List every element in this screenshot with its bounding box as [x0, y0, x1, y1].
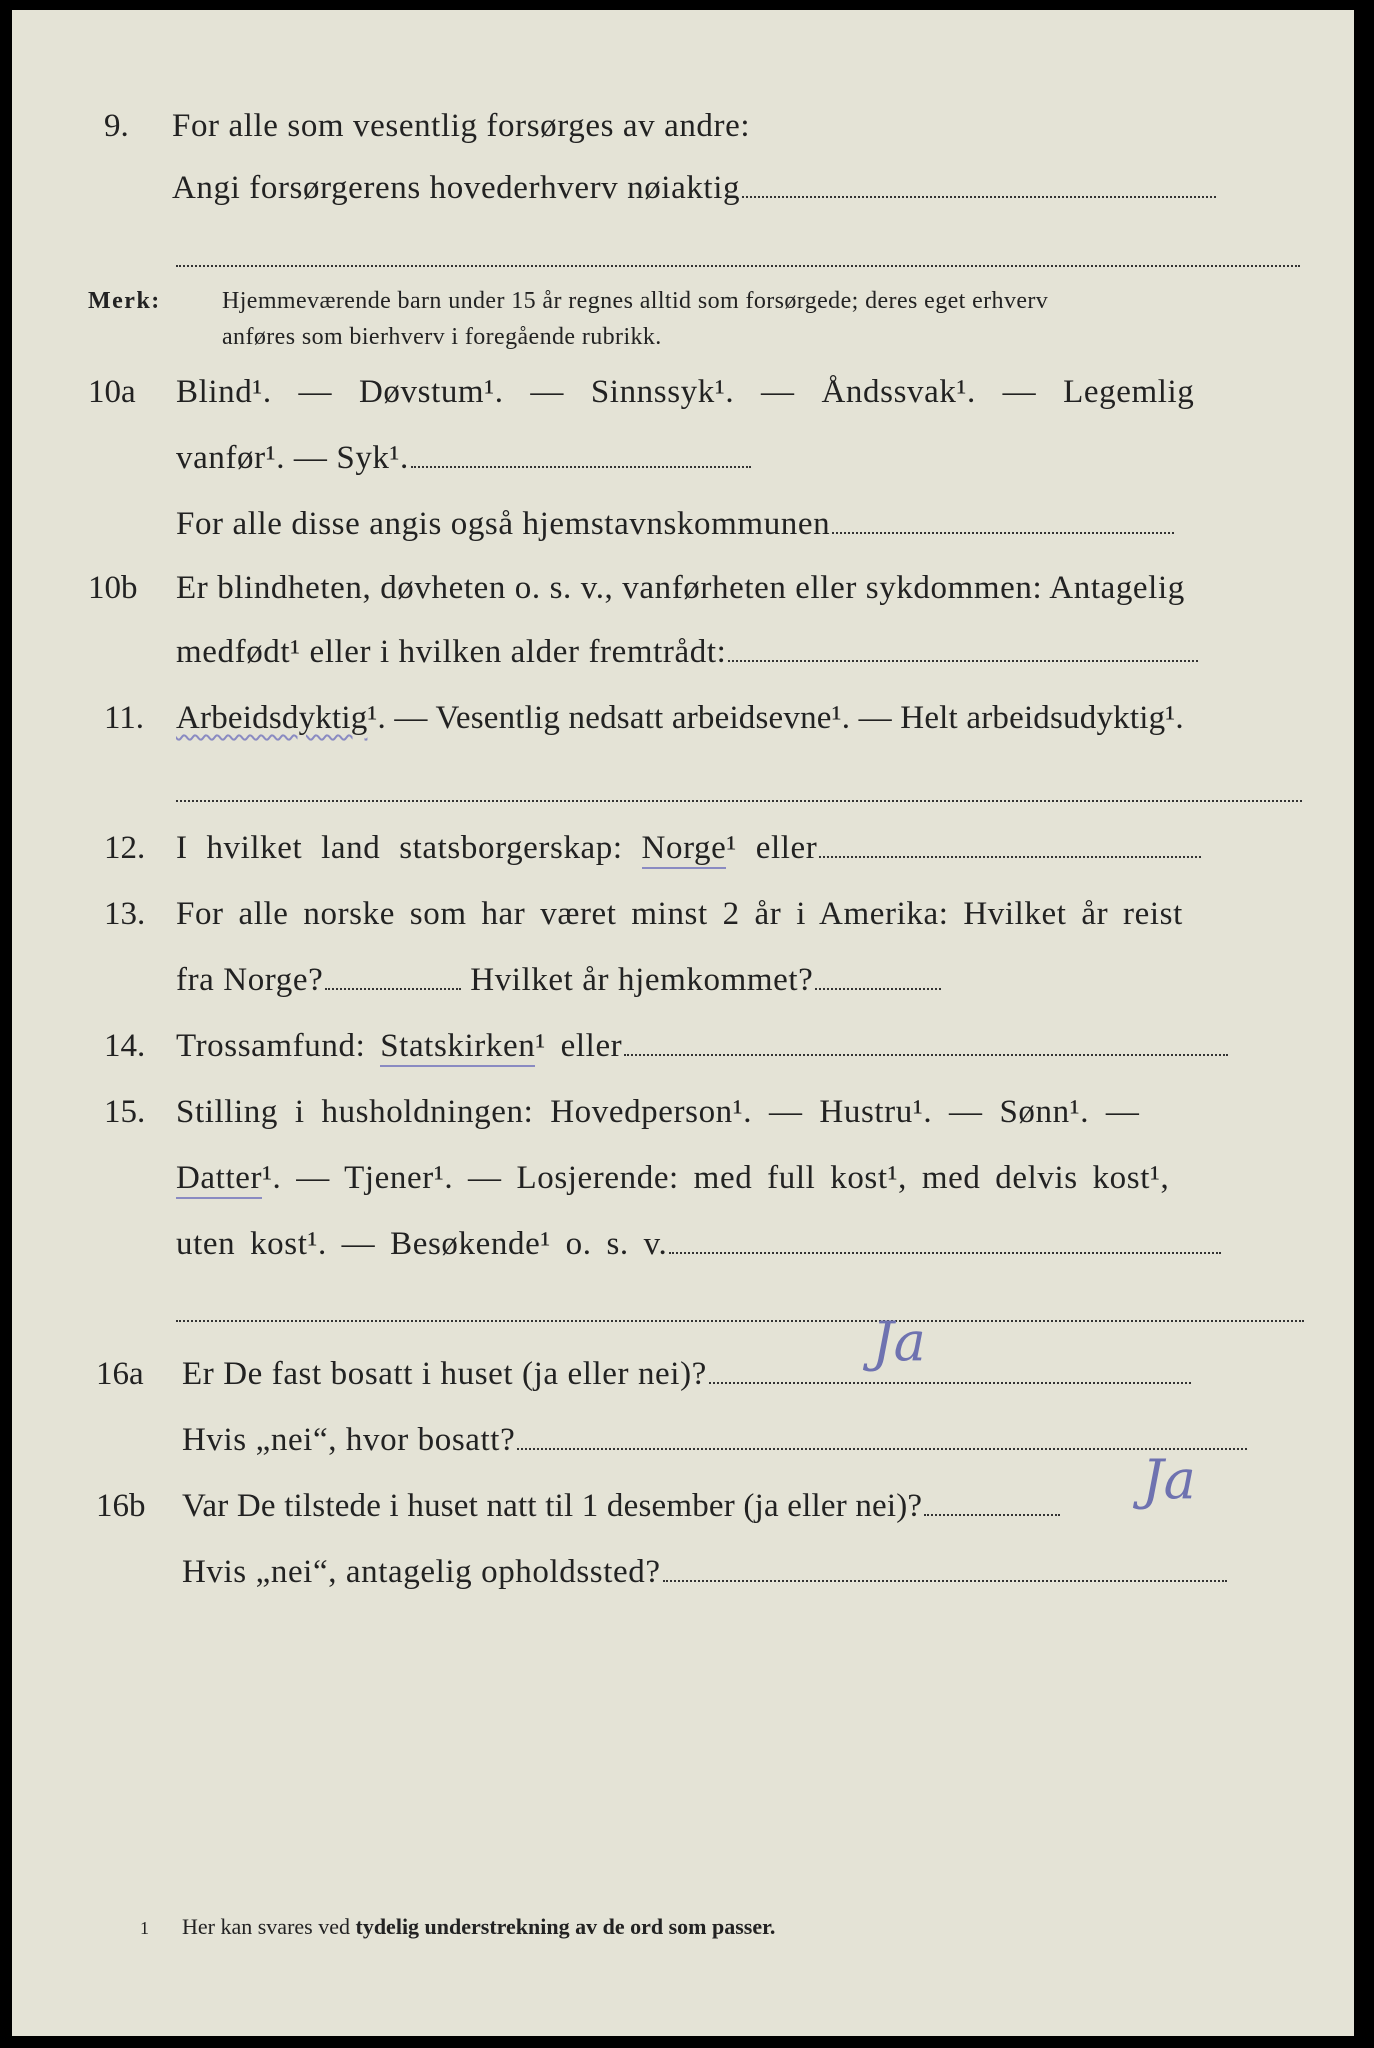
q12-answer-field[interactable]: [819, 856, 1201, 858]
footnote-text-bold: tydelig understrekning av de ord som passer.: [355, 1914, 776, 1939]
question-number-15: 15.: [104, 1094, 146, 1130]
q16b-handwritten-answer: Ja: [1142, 1448, 1196, 1511]
q14-pre: Trossamfund:: [176, 1028, 366, 1064]
question-number-10b: 10b: [88, 570, 138, 606]
q14-underlined-option[interactable]: Statskirken: [380, 1028, 535, 1067]
q15-line3: [176, 1226, 1221, 1263]
q11-answer-field[interactable]: [176, 800, 1302, 802]
q11-underlined-option[interactable]: Arbeidsdyktig: [176, 700, 368, 736]
q14-line: [176, 1028, 1228, 1065]
q15-line2-text: ¹. — Tjener¹. — Losjerende: med full kost¹, med delvis kost¹,: [262, 1160, 1170, 1196]
q16a-handwritten-answer: Ja: [872, 1310, 926, 1373]
footnote-text-pre: Her kan svares ved: [182, 1914, 356, 1939]
q16b-line1: [182, 1488, 1060, 1525]
q16a-line2: [182, 1422, 1247, 1459]
q10a-line3: [176, 506, 1174, 543]
footnote-text: [182, 1914, 775, 1940]
q11-line: [176, 700, 1184, 737]
q10b-answer-field[interactable]: [728, 660, 1198, 662]
q10a-home-municipality-field[interactable]: [832, 532, 1174, 534]
q15-answer-field[interactable]: [669, 1252, 1221, 1254]
q15-line2: [176, 1160, 1169, 1197]
q10a-line2: [176, 440, 751, 477]
q10a-line1: Blind¹. — Døvstum¹. — Sinnssyk¹. — Åndssvak¹. — Legemlig: [176, 374, 1195, 410]
q16b-answer-field[interactable]: [924, 1514, 1060, 1516]
q16a-answer-field[interactable]: [709, 1382, 1191, 1384]
q14-post: ¹ eller: [535, 1028, 623, 1064]
q16a-line1: [182, 1356, 1191, 1393]
q9-line1: For alle som vesentlig forsørges av andre:: [172, 108, 751, 144]
q16a-residence-field[interactable]: [517, 1448, 1247, 1450]
question-number-9: 9.: [104, 108, 129, 144]
q10b-line2: [176, 634, 1198, 671]
q9-line2: [172, 170, 1216, 207]
q9-line2-text: Angi forsørgerens hovederhverv nøiaktig: [172, 170, 741, 206]
q16b-line2: [182, 1554, 1227, 1591]
q13-line1: For alle norske som har været minst 2 år i Amerika: Hvilket år reist: [176, 896, 1183, 932]
census-form-page: [12, 10, 1354, 2036]
q10b-line2-text: medfødt¹ eller i hvilken alder fremtrådt:: [176, 634, 727, 670]
q10a-line3-text: For alle disse angis også hjemstavnskommunen: [176, 506, 831, 542]
q14-answer-field[interactable]: [624, 1054, 1228, 1056]
q12-underlined-option[interactable]: Norge: [642, 830, 727, 869]
q11-rest: ¹. — Vesentlig nedsatt arbeidsevne¹. — Helt arbeidsudyktig¹.: [367, 700, 1184, 736]
q13-line2b: Hvilket år hjemkommet?: [470, 962, 814, 998]
q12-pre: I hvilket land statsborgerskap:: [176, 830, 623, 866]
question-number-13: 13.: [104, 896, 146, 932]
q15-underlined-option[interactable]: Datter: [176, 1160, 262, 1199]
question-number-10a: 10a: [88, 374, 136, 410]
q15-answer-field-2[interactable]: [176, 1320, 1304, 1322]
note-line1: Hjemmeværende barn under 15 år regnes alltid som forsørgede; deres eget erhverv: [222, 288, 1049, 314]
q16a-line2-text: Hvis „nei“, hvor bosatt?: [182, 1422, 516, 1458]
q10a-line2-text: vanfør¹. — Syk¹.: [176, 440, 409, 476]
question-number-16b: 16b: [96, 1488, 146, 1524]
q9-answer-field-2[interactable]: [176, 265, 1300, 267]
q13-line2: [176, 962, 941, 999]
q16b-line1-text: Var De tilstede i huset natt til 1 desember (ja eller nei)?: [182, 1488, 923, 1524]
question-number-16a: 16a: [96, 1356, 144, 1392]
q15-line1: Stilling i husholdningen: Hovedperson¹. — Hustru¹. — Sønn¹. —: [176, 1094, 1140, 1130]
question-number-12: 12.: [104, 830, 146, 866]
q10a-answer-field[interactable]: [411, 466, 751, 468]
footnote-mark: 1: [140, 1918, 149, 1938]
q16b-whereabouts-field[interactable]: [663, 1580, 1227, 1582]
q15-line3-text: uten kost¹. — Besøkende¹ o. s. v.: [176, 1226, 668, 1262]
q10b-line1: Er blindheten, døvheten o. s. v., vanførheten eller sykdommen: Antagelig: [176, 570, 1185, 606]
note-line2: anføres som bierhverv i foregående rubrikk.: [222, 324, 662, 350]
question-number-11: 11.: [104, 700, 145, 736]
q16b-line2-text: Hvis „nei“, antagelig opholdssted?: [182, 1554, 661, 1590]
q13-year-left-field[interactable]: [325, 988, 461, 990]
q12-line: [176, 830, 1201, 867]
q16a-line1-text: Er De fast bosatt i huset (ja eller nei)?: [182, 1356, 707, 1392]
q13-line2a: fra Norge?: [176, 962, 324, 998]
note-label: Merk:: [88, 288, 161, 314]
question-number-14: 14.: [104, 1028, 146, 1064]
q9-answer-field[interactable]: [742, 196, 1216, 198]
q13-year-returned-field[interactable]: [815, 988, 941, 990]
q12-post: ¹ eller: [726, 830, 818, 866]
